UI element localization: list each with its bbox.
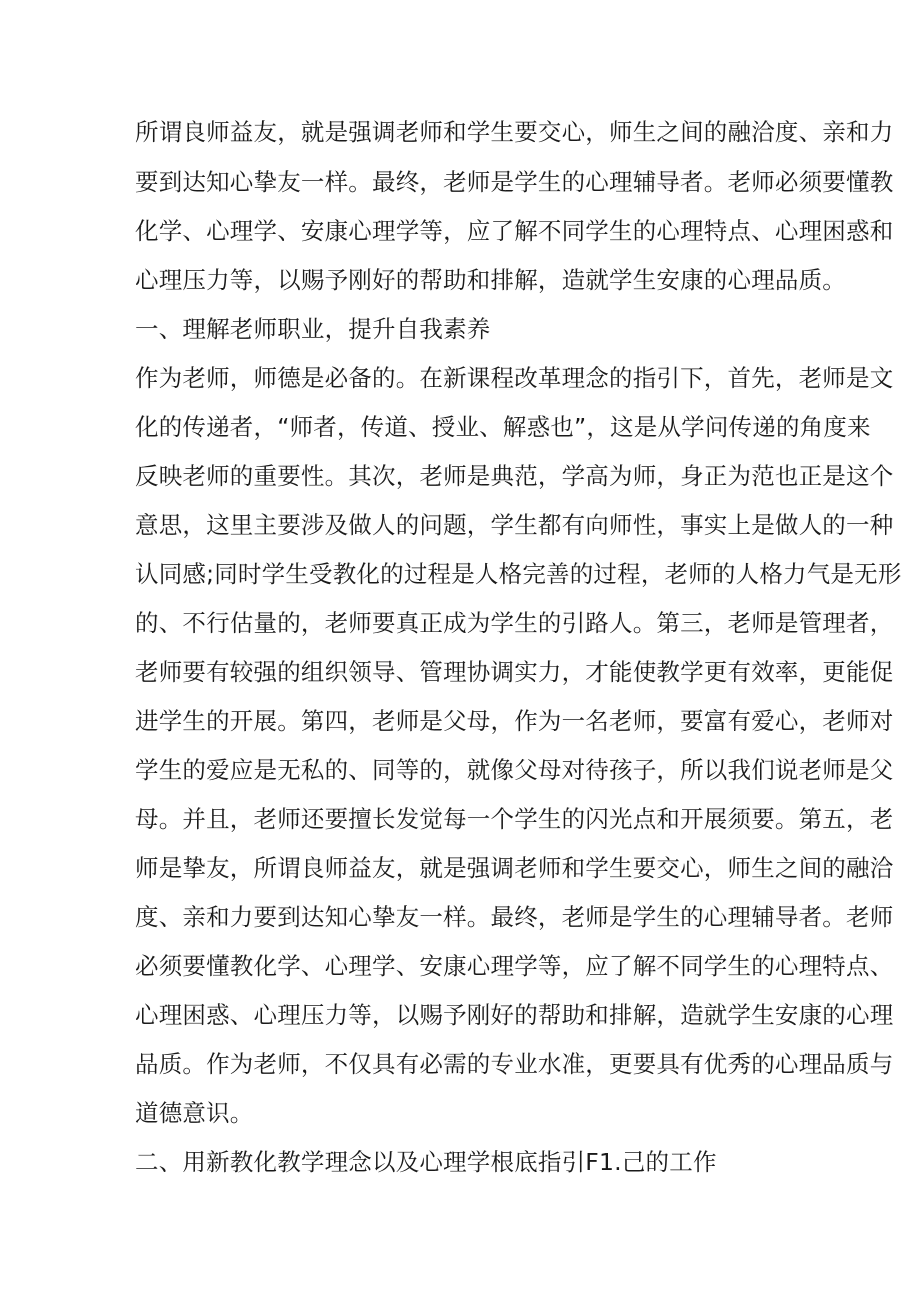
body-text-line: 意思，这里主要涉及做人的问题，学生都有向师性，事实上是做人的一种 [135, 511, 894, 539]
body-text-line: 所谓良师益友，就是强调老师和学生要交心，师生之间的融洽度、亲和力 [135, 118, 894, 146]
body-text-line: 师是挚友，所谓良师益友，就是强调老师和学生要交心，师生之间的融洽 [135, 854, 894, 882]
body-text-line: 母。并且，老师还要擅长发觉每一个学生的闪光点和开展须要。第五，老 [135, 805, 894, 833]
body-text-line: 学生的爱应是无私的、同等的，就像父母对待孩子，所以我们说老师是父 [135, 756, 894, 784]
body-text-line: 认同感;同时学生受教化的过程是人格完善的过程，老师的人格力气是无形 [135, 560, 902, 588]
body-text-line: 作为老师，师德是必备的。在新课程改革理念的指引下，首先，老师是文 [135, 364, 894, 392]
body-text-line: 化学、心理学、安康心理学等，应了解不同学生的心理特点、心理困惑和 [135, 217, 894, 245]
body-text-line: 心理压力等，以赐予刚好的帮助和排解，造就学生安康的心理品质。 [135, 266, 846, 294]
body-text-line: 化的传递者，“师者，传道、授业、解惑也”，这是从学问传递的角度来 [135, 413, 871, 441]
body-text-line: 的、不行估量的，老师要真正成为学生的引路人。第三，老师是管理者， [135, 609, 894, 637]
body-text-line: 反映老师的重要性。其次，老师是典范，学高为师，身正为范也正是这个 [135, 462, 894, 490]
section-heading-1: 一、理解老师职业，提升自我素养 [135, 315, 491, 343]
body-text-line: 度、亲和力要到达知心挚友一样。最终，老师是学生的心理辅导者。老师 [135, 903, 894, 931]
body-text-line: 进学生的开展。第四，老师是父母，作为一名老师，要富有爱心，老师对 [135, 707, 894, 735]
body-text-line: 品质。作为老师，不仅具有必需的专业水准，更要具有优秀的心理品质与 [135, 1050, 894, 1078]
section-heading-2: 二、用新教化教学理念以及心理学根底指引F1.己的工作 [135, 1148, 717, 1176]
body-text-line: 心理困惑、心理压力等，以赐予刚好的帮助和排解，造就学生安康的心理 [135, 1001, 894, 1029]
body-text-line: 老师要有较强的组织领导、管理协调实力，才能使教学更有效率，更能促 [135, 658, 894, 686]
body-text-line: 要到达知心挚友一样。最终，老师是学生的心理辅导者。老师必须要懂教 [135, 168, 894, 196]
body-text-line: 道德意识。 [135, 1099, 254, 1127]
body-text-line: 必须要懂教化学、心理学、安康心理学等，应了解不同学生的心理特点、 [135, 952, 894, 980]
